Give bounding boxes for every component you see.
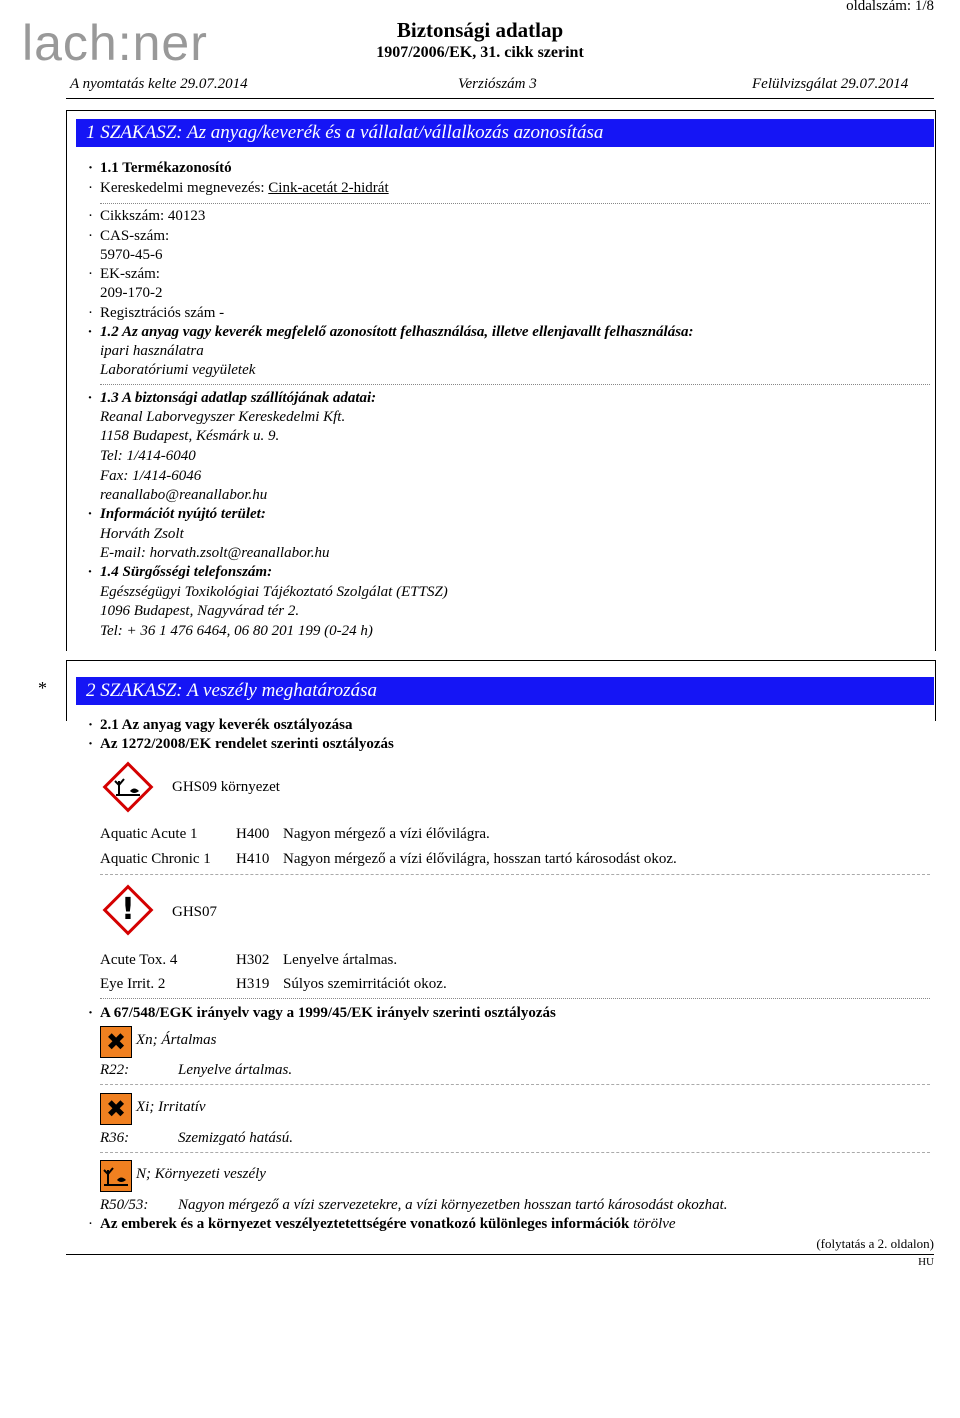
regulation-heading: · Az 1272/2008/EK rendelet szerinti osztályozás	[100, 736, 394, 753]
header-divider	[66, 98, 934, 99]
emergency-line-1: Egészségügyi Toxikológiai Tájékoztató Szolgálat (ETTSZ)	[100, 584, 448, 600]
dotted-separator	[100, 998, 930, 999]
classification-heading: · 2.1 Az anyag vagy keverék osztályozása	[100, 717, 352, 734]
htext-ghs07-2: Súlyos szemirritációt okoz.	[283, 976, 447, 992]
registration-number: · Regisztrációs szám -	[100, 305, 224, 322]
trade-name-row	[100, 180, 389, 197]
supplier-line-1: Reanal Laborvegyszer Kereskedelmi Kft.	[100, 409, 346, 425]
r5053-text: Nagyon mérgező a vízi szervezetekre, a vízi környezetben hosszan tartó károsodást okozhat.	[178, 1197, 728, 1213]
article-label: Cikkszám:	[100, 208, 165, 224]
supplier-line-3: Tel: 1/414-6040	[100, 448, 196, 464]
hcode-ghs07-2: H319	[236, 976, 270, 992]
uses-line-1: ipari használatra	[100, 343, 204, 359]
document-subtitle: 1907/2006/EK, 31. cikk szerint	[376, 44, 584, 61]
irritant-x-icon: ✖	[100, 1093, 132, 1125]
version-number: Verziószám 3	[458, 76, 537, 92]
r22-code: R22:	[100, 1062, 130, 1078]
emergency-line-2: 1096 Budapest, Nagyvárad tér 2.	[100, 603, 300, 619]
exclamation-mark-icon: !	[104, 886, 152, 934]
r36-code: R36:	[100, 1130, 130, 1146]
hcode-ghs07-1: H302	[236, 952, 270, 968]
info-line-1: Horváth Zsolt	[100, 526, 184, 542]
article-row	[100, 208, 205, 225]
xi-label: Xi; Irritatív	[136, 1099, 206, 1115]
class-ghs09-2: Aquatic Chronic 1	[100, 851, 211, 867]
r5053-code: R50/53:	[100, 1197, 149, 1213]
hcode-ghs09-1: H400	[236, 826, 270, 842]
uses-line-2: Laboratóriumi vegyületek	[100, 362, 256, 378]
special-info-value: törölve	[633, 1216, 676, 1232]
environment-danger-icon	[100, 1160, 132, 1192]
ghs07-label: GHS07	[172, 904, 218, 920]
emergency-line-3: Tel: + 36 1 476 6464, 06 80 201 199 (0-24 h)	[100, 623, 373, 639]
ghs09-label: GHS09 környezet	[172, 779, 280, 795]
directive-heading: · A 67/548/EGK irányelv vagy a 1999/45/EK irányelv szerinti osztályozás	[100, 1005, 556, 1022]
dotted-separator	[100, 1152, 930, 1153]
supplier-heading: · 1.3 A biztonsági adatlap szállítójának adatai:	[100, 390, 376, 407]
supplier-email: reanallabo@reanallabor.hu	[100, 487, 268, 503]
document-title: Biztonsági adatlap	[396, 18, 564, 42]
supplier-line-4: Fax: 1/414-6046	[100, 468, 202, 484]
info-line-2: E-mail: horvath.zsolt@reanallabor.hu	[100, 545, 330, 561]
ec-label: · EK-szám:	[100, 266, 160, 283]
class-ghs09-1: Aquatic Acute 1	[100, 826, 198, 842]
dotted-separator	[100, 1084, 930, 1085]
article-value: 40123	[167, 208, 206, 224]
company-logo: lach:ner	[22, 15, 208, 71]
language-code: HU	[918, 1256, 934, 1268]
section1-heading: 1 SZAKASZ: Az anyag/keverék és a vállalat/vállalkozás azonosítása	[76, 119, 934, 147]
harmful-x-icon: ✖	[100, 1026, 132, 1058]
cas-value: 5970-45-6	[100, 247, 163, 263]
ec-value: 209-170-2	[100, 285, 163, 301]
changed-marker: *	[38, 678, 47, 698]
special-info-row	[100, 1216, 676, 1233]
cas-label: · CAS-szám:	[100, 228, 169, 245]
trade-name-label: Kereskedelmi megnevezés:	[100, 180, 265, 196]
print-date: A nyomtatás kelte 29.07.2014	[70, 76, 248, 92]
revision-date: Felülvizsgálat 29.07.2014	[752, 76, 909, 92]
dotted-separator	[100, 384, 930, 385]
environment-hazard-icon	[104, 763, 152, 811]
footer-divider	[66, 1254, 934, 1255]
trade-name-value: Cink-acetát 2-hidrát	[268, 180, 389, 196]
class-ghs07-1: Acute Tox. 4	[100, 952, 178, 968]
dotted-separator	[100, 874, 930, 875]
class-ghs07-2: Eye Irrit. 2	[100, 976, 166, 992]
page-number: oldalszám: 1/8	[846, 0, 934, 14]
r36-text: Szemizgató hatású.	[178, 1130, 294, 1146]
htext-ghs07-1: Lenyelve ártalmas.	[283, 952, 398, 968]
section2-heading: 2 SZAKASZ: A veszély meghatározása	[76, 677, 934, 705]
r22-text: Lenyelve ártalmas.	[178, 1062, 293, 1078]
xn-label: Xn; Ártalmas	[136, 1032, 217, 1048]
n-label: N; Környezeti veszély	[136, 1166, 266, 1182]
hcode-ghs09-2: H410	[236, 851, 270, 867]
emergency-heading: · 1.4 Sürgősségi telefonszám:	[100, 564, 272, 581]
special-info-label: Az emberek és a környezet veszélyeztetettségére vonatkozó különleges információk	[100, 1216, 630, 1232]
htext-ghs09-1: Nagyon mérgező a vízi élővilágra.	[283, 826, 490, 842]
uses-heading: · 1.2 Az anyag vagy keverék megfelelő azonosított felhasználása, illetve ellenjavallt felhasználása:	[100, 324, 694, 341]
htext-ghs09-2: Nagyon mérgező a vízi élővilágra, hosszan tartó károsodást okoz.	[283, 851, 677, 867]
supplier-line-2: 1158 Budapest, Késmárk u. 9.	[100, 428, 280, 444]
product-id-heading: · 1.1 Termékazonosító	[100, 160, 232, 177]
dotted-separator	[100, 203, 930, 204]
info-heading: · Információt nyújtó terület:	[100, 506, 266, 523]
continued-note: (folytatás a 2. oldalon)	[816, 1236, 934, 1251]
